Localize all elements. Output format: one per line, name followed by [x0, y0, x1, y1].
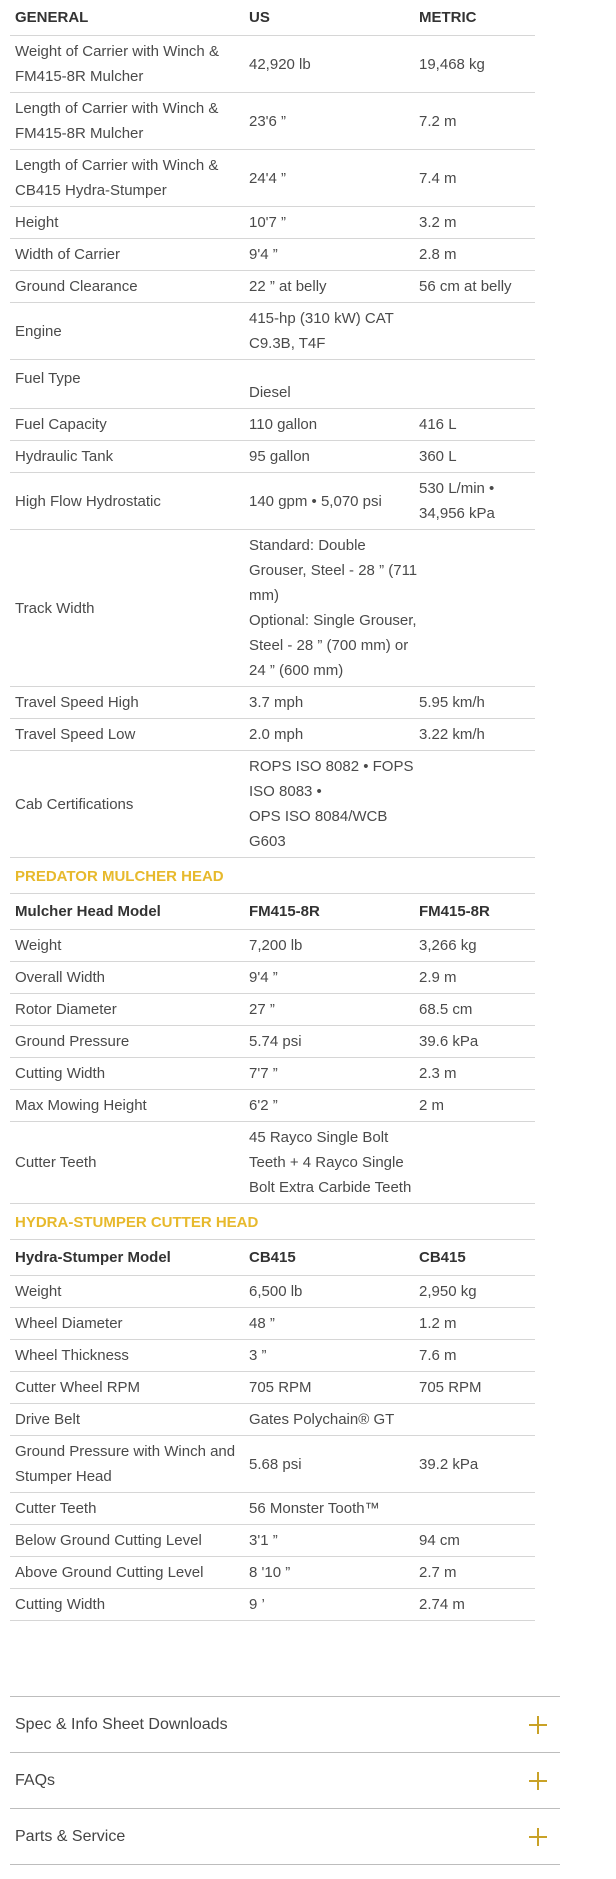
- spec-label: Cutter Wheel RPM: [10, 1372, 248, 1404]
- spec-metric-value: 360 L: [418, 441, 535, 473]
- mulcher-section-header: [10, 858, 535, 894]
- spec-us-value: 9'4 ”: [248, 962, 418, 994]
- spec-label: Travel Speed Low: [10, 719, 248, 751]
- spec-us-value: 24'4 ”: [248, 150, 418, 207]
- spec-label: Track Width: [10, 530, 248, 687]
- spec-label: Hydra-Stumper Model: [10, 1240, 248, 1276]
- spec-label: GENERAL: [10, 0, 248, 36]
- spec-label: Ground Pressure with Winch and Stumper Head: [10, 1436, 248, 1493]
- spec-us-value: Gates Polychain® GT: [248, 1404, 418, 1436]
- spec-label: Above Ground Cutting Level: [10, 1557, 248, 1589]
- spec-metric-value: [418, 303, 535, 360]
- spec-metric-value: 56 cm at belly: [418, 271, 535, 303]
- spec-label: Below Ground Cutting Level: [10, 1525, 248, 1557]
- spec-label: Mulcher Head Model: [10, 894, 248, 930]
- spec-us-value: ROPS ISO 8082 • FOPS ISO 8083 • OPS ISO 8084/WCB G603: [248, 751, 418, 858]
- spec-metric-value: 2 m: [418, 1090, 535, 1122]
- spec-label: Hydraulic Tank: [10, 441, 248, 473]
- section-title: HYDRA-STUMPER CUTTER HEAD: [10, 1204, 535, 1240]
- spec-us-value: 48 ”: [248, 1308, 418, 1340]
- spec-label: Wheel Diameter: [10, 1308, 248, 1340]
- table-row: [10, 930, 535, 962]
- spec-us-value: 22 ” at belly: [248, 271, 418, 303]
- spec-label: Max Mowing Height: [10, 1090, 248, 1122]
- info-accordion: [10, 1696, 560, 1865]
- spec-us-value: US: [248, 0, 418, 36]
- spec-metric-value: METRIC: [418, 0, 535, 36]
- spec-label: Ground Clearance: [10, 271, 248, 303]
- spec-us-value: 42,920 lb: [248, 36, 418, 93]
- spec-label: Travel Speed High: [10, 687, 248, 719]
- table-row: [10, 1058, 535, 1090]
- spec-us-value: 2.0 mph: [248, 719, 418, 751]
- spec-metric-value: [418, 751, 535, 858]
- section-title: PREDATOR MULCHER HEAD: [10, 858, 535, 894]
- table-row: [10, 1122, 535, 1204]
- accordion-item[interactable]: [10, 1752, 560, 1808]
- spec-metric-value: 68.5 cm: [418, 994, 535, 1026]
- spec-metric-value: 7.2 m: [418, 93, 535, 150]
- table-row: [10, 473, 535, 530]
- spec-us-value: 23'6 ”: [248, 93, 418, 150]
- table-row: [10, 1557, 535, 1589]
- table-row: [10, 687, 535, 719]
- table-row: [10, 1026, 535, 1058]
- spec-us-value: 6,500 lb: [248, 1276, 418, 1308]
- plus-icon[interactable]: [529, 1716, 547, 1734]
- table-row: [10, 441, 535, 473]
- spec-metric-value: 7.4 m: [418, 150, 535, 207]
- spec-label: Length of Carrier with Winch & FM415-8R Mulcher: [10, 93, 248, 150]
- spec-metric-value: 2.9 m: [418, 962, 535, 994]
- spec-us-value: 7'7 ”: [248, 1058, 418, 1090]
- spec-metric-value: FM415-8R: [418, 894, 535, 930]
- table-row: [10, 150, 535, 207]
- table-row: [10, 751, 535, 858]
- spec-us-value: 3'1 ”: [248, 1525, 418, 1557]
- spec-metric-value: 2,950 kg: [418, 1276, 535, 1308]
- spec-metric-value: [418, 360, 535, 409]
- spec-us-value: 95 gallon: [248, 441, 418, 473]
- table-row: [10, 1436, 535, 1493]
- spec-metric-value: CB415: [418, 1240, 535, 1276]
- accordion-item[interactable]: [10, 1696, 560, 1752]
- spec-metric-value: 416 L: [418, 409, 535, 441]
- spec-metric-value: 94 cm: [418, 1525, 535, 1557]
- spec-label: Height: [10, 207, 248, 239]
- spec-metric-value: 705 RPM: [418, 1372, 535, 1404]
- table-row: [10, 207, 535, 239]
- table-row: [10, 1525, 535, 1557]
- accordion-label: Parts & Service: [15, 1827, 126, 1845]
- stumper-header-row: [10, 1240, 535, 1276]
- spec-metric-value: 5.95 km/h: [418, 687, 535, 719]
- spec-metric-value: 19,468 kg: [418, 36, 535, 93]
- mulcher-header-row: [10, 894, 535, 930]
- table-row: [10, 239, 535, 271]
- table-row: [10, 530, 535, 687]
- spec-metric-value: [418, 1122, 535, 1204]
- spec-us-value: FM415-8R: [248, 894, 418, 930]
- table-row: [10, 1090, 535, 1122]
- spec-label: Length of Carrier with Winch & CB415 Hydra-Stumper: [10, 150, 248, 207]
- table-row: [10, 1404, 535, 1436]
- spec-metric-value: 39.6 kPa: [418, 1026, 535, 1058]
- table-row: [10, 1340, 535, 1372]
- spec-us-value: 45 Rayco Single Bolt Teeth + 4 Rayco Single Bolt Extra Carbide Teeth: [248, 1122, 418, 1204]
- spec-metric-value: 2.74 m: [418, 1589, 535, 1621]
- spec-label: Fuel Capacity: [10, 409, 248, 441]
- spec-us-value: 9'4 ”: [248, 239, 418, 271]
- spec-metric-value: [418, 1404, 535, 1436]
- spec-label: Weight of Carrier with Winch & FM415-8R Mulcher: [10, 36, 248, 93]
- accordion-label: Spec & Info Sheet Downloads: [15, 1715, 228, 1733]
- table-row: [10, 962, 535, 994]
- spec-label: Cutter Teeth: [10, 1122, 248, 1204]
- spec-us-value: 110 gallon: [248, 409, 418, 441]
- spec-label: Engine: [10, 303, 248, 360]
- spec-metric-value: 3.22 km/h: [418, 719, 535, 751]
- spec-us-value: CB415: [248, 1240, 418, 1276]
- spec-metric-value: 39.2 kPa: [418, 1436, 535, 1493]
- table-row: [10, 1276, 535, 1308]
- stumper-section-header: [10, 1204, 535, 1240]
- table-row: [10, 303, 535, 360]
- table-header-row: [10, 0, 535, 36]
- spec-label: Wheel Thickness: [10, 1340, 248, 1372]
- table-row: [10, 1589, 535, 1621]
- table-row: [10, 36, 535, 93]
- spec-us-value: 3.7 mph: [248, 687, 418, 719]
- spec-metric-value: 7.6 m: [418, 1340, 535, 1372]
- spec-label: Ground Pressure: [10, 1026, 248, 1058]
- spec-label: High Flow Hydrostatic: [10, 473, 248, 530]
- spec-label: Fuel Type: [10, 360, 248, 409]
- spec-label: Cutter Teeth: [10, 1493, 248, 1525]
- plus-icon[interactable]: [529, 1772, 547, 1790]
- plus-icon[interactable]: [529, 1828, 547, 1846]
- spec-us-value: 10'7 ”: [248, 207, 418, 239]
- spec-us-value: 5.74 psi: [248, 1026, 418, 1058]
- spec-us-value: 705 RPM: [248, 1372, 418, 1404]
- spec-metric-value: 2.8 m: [418, 239, 535, 271]
- spec-label: Width of Carrier: [10, 239, 248, 271]
- table-row: [10, 719, 535, 751]
- spec-us-value: Diesel: [248, 360, 418, 409]
- spec-table: [10, 0, 535, 1621]
- table-row: [10, 1308, 535, 1340]
- spec-table-body: [10, 0, 535, 1621]
- table-row: [10, 360, 535, 409]
- table-row: [10, 994, 535, 1026]
- spec-label: Weight: [10, 930, 248, 962]
- spec-label: Overall Width: [10, 962, 248, 994]
- spec-metric-value: [418, 1493, 535, 1525]
- spec-us-value: 5.68 psi: [248, 1436, 418, 1493]
- spec-metric-value: [418, 530, 535, 687]
- spec-metric-value: 3.2 m: [418, 207, 535, 239]
- spec-metric-value: 2.7 m: [418, 1557, 535, 1589]
- spec-us-value: 8 '10 ”: [248, 1557, 418, 1589]
- table-row: [10, 271, 535, 303]
- spec-metric-value: 1.2 m: [418, 1308, 535, 1340]
- spec-us-value: 3 ”: [248, 1340, 418, 1372]
- table-row: [10, 93, 535, 150]
- spec-label: Cutting Width: [10, 1589, 248, 1621]
- table-row: [10, 1372, 535, 1404]
- spec-label: Weight: [10, 1276, 248, 1308]
- spec-label: Drive Belt: [10, 1404, 248, 1436]
- table-row: [10, 409, 535, 441]
- accordion-item[interactable]: [10, 1808, 560, 1865]
- spec-us-value: 7,200 lb: [248, 930, 418, 962]
- spec-metric-value: 3,266 kg: [418, 930, 535, 962]
- spec-us-value: 140 gpm • 5,070 psi: [248, 473, 418, 530]
- spec-label: Rotor Diameter: [10, 994, 248, 1026]
- spec-metric-value: 530 L/min • 34,956 kPa: [418, 473, 535, 530]
- spec-us-value: 56 Monster Tooth™: [248, 1493, 418, 1525]
- spec-us-value: 9 ’: [248, 1589, 418, 1621]
- table-row: [10, 1493, 535, 1525]
- spec-metric-value: 2.3 m: [418, 1058, 535, 1090]
- spec-us-value: 415-hp (310 kW) CAT C9.3B, T4F: [248, 303, 418, 360]
- spec-us-value: Standard: Double Grouser, Steel - 28 ” (711 mm) Optional: Single Grouser, Steel - 28 ” (700 mm) or 24 ” (600 mm): [248, 530, 418, 687]
- spec-us-value: 6'2 ”: [248, 1090, 418, 1122]
- spec-label: Cab Certifications: [10, 751, 248, 858]
- spec-label: Cutting Width: [10, 1058, 248, 1090]
- spec-us-value: 27 ”: [248, 994, 418, 1026]
- accordion-label: FAQs: [15, 1771, 56, 1789]
